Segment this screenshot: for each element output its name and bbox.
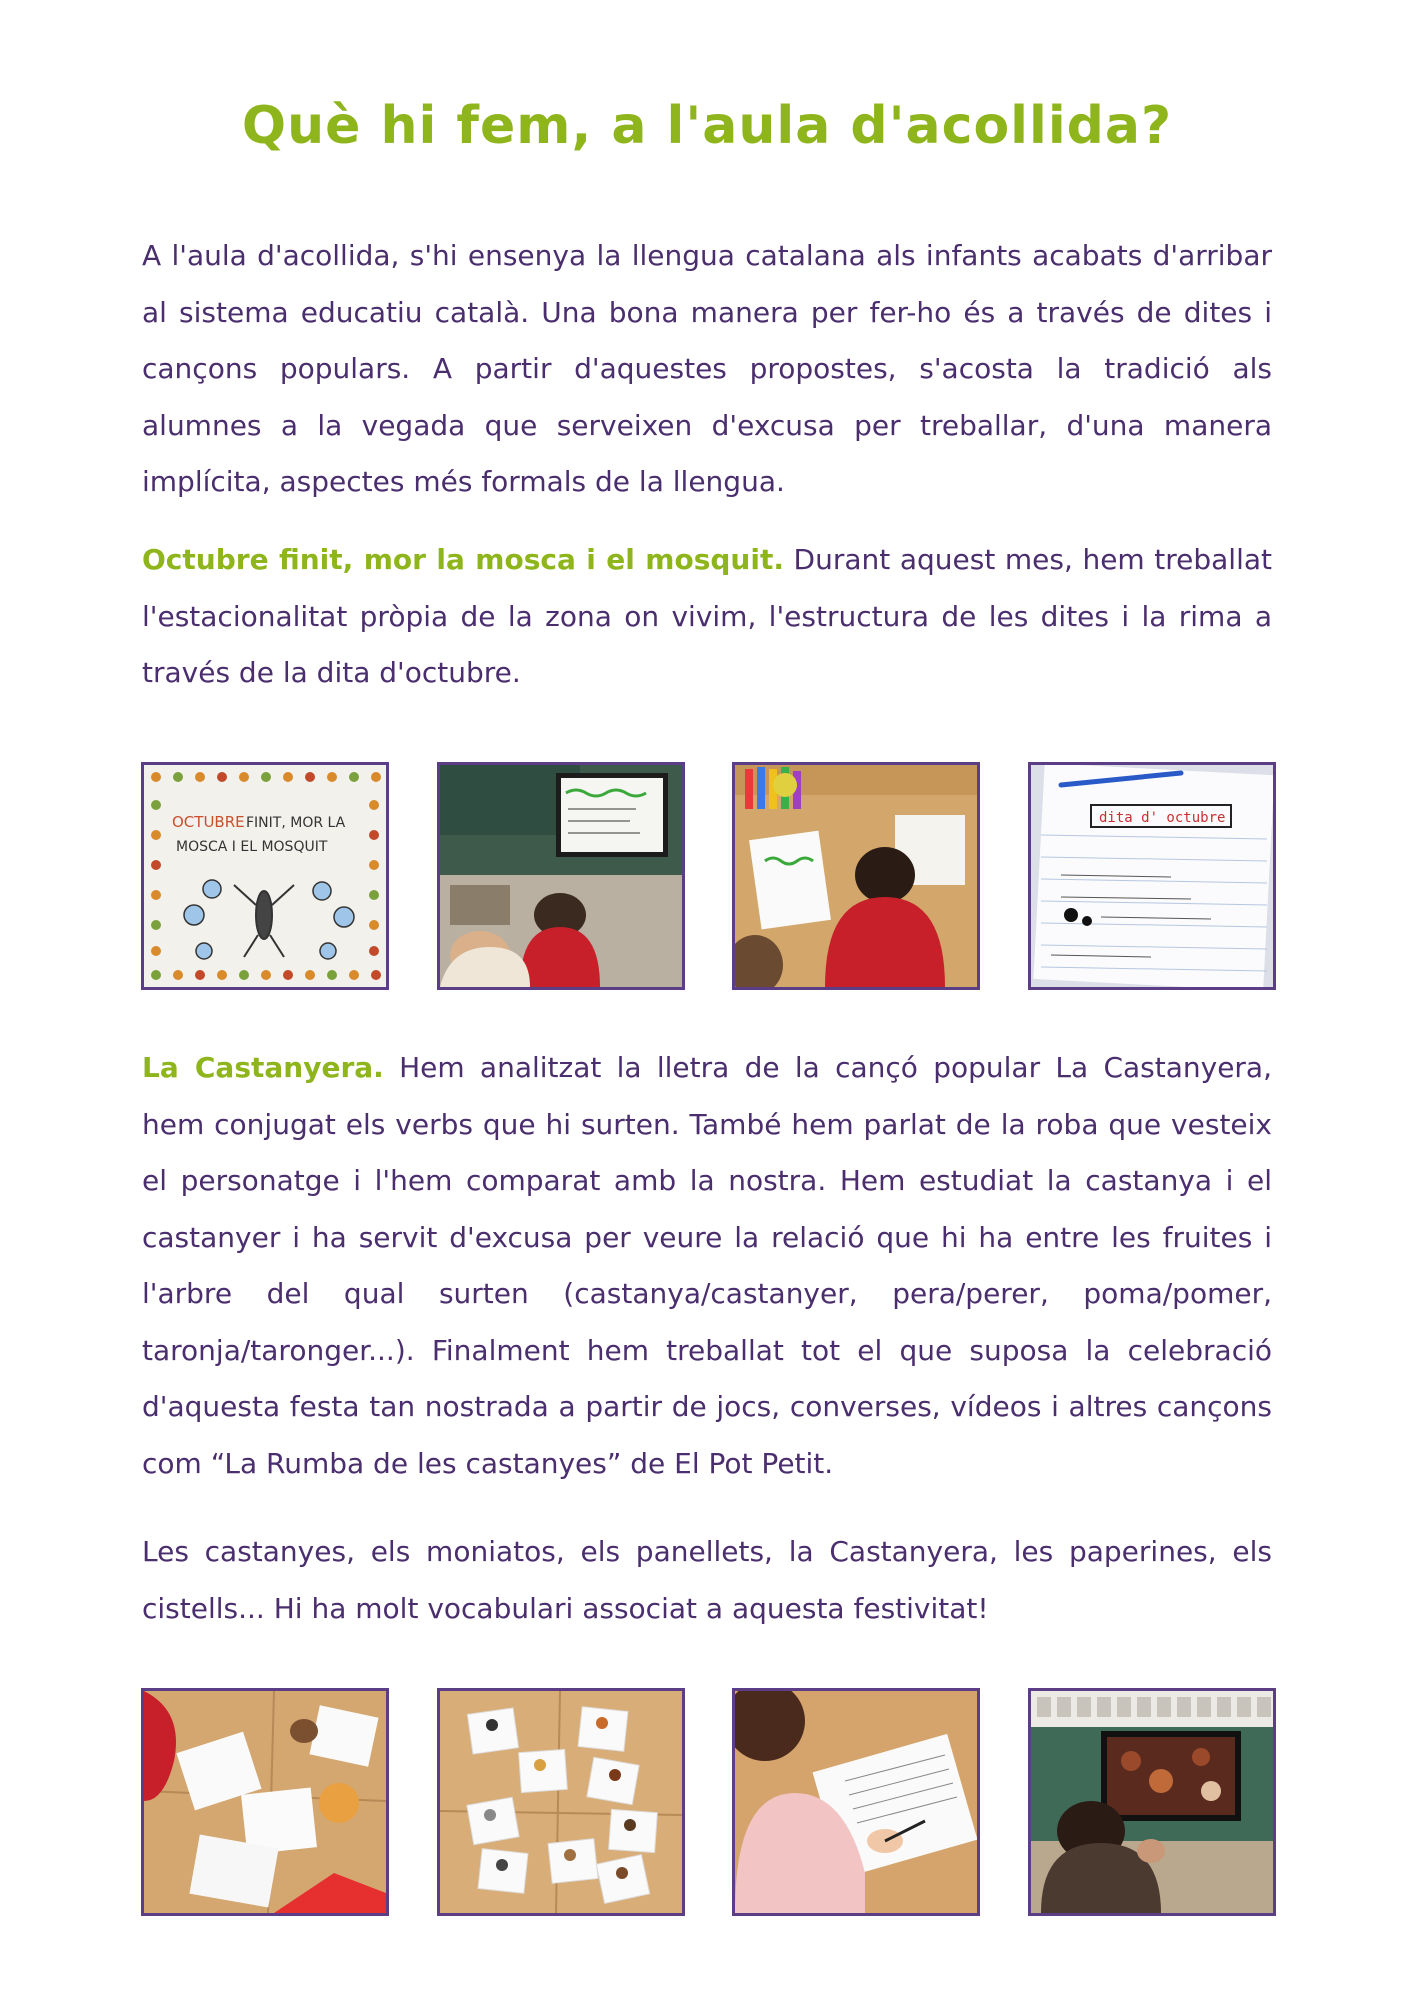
photo-worksheet xyxy=(1028,762,1276,990)
photo-vocabulary-cards xyxy=(437,1688,685,1916)
poster-word: OCTUBRE xyxy=(172,813,245,831)
photo-desk-activity xyxy=(141,1688,389,1916)
intro-paragraph: A l'aula d'acollida, s'hi ensenya la llengua catalana als infants acabats d'arribar al sistema educatiu català. Una bona manera per fer-ho és a través de dites i cançons populars. A partir d'aquestes propostes, s'acosta la tradició als alumnes a la vegada que serveixen d'excusa per treballar, d'una manera implícita, aspectes més formals de la llengua. xyxy=(142,239,1272,498)
photo-student-writing xyxy=(732,762,980,990)
castanyera-text: Hem analitzat la lletra de la cançó popular La Castanyera, hem conjugat els verbs que hi surten. També hem parlat de la roba que vesteix el personatge i l'hem comparat amb la nostra. Hem estudiat la castanya i el castanyer i ha servit d'excusa per veure la relació que hi ha entre les fruites i l'arbre del qual surten (castanya/castanyer, pera/perer, poma/pomer, taronja/taronger...). Finalment hem treballat tot el que suposa la celebració d'aquesta festa tan nostrada a partir de jocs, converses, vídeos i altres cançons com “La Rumba de les castanyes” de El Pot Petit. xyxy=(142,1051,1272,1480)
photo-classroom-screen xyxy=(437,762,685,990)
castanyera-paragraph xyxy=(142,1040,1272,1492)
worksheet-title: dita d' octubre xyxy=(1098,810,1226,826)
photo-row-castanyera xyxy=(141,1688,1276,1916)
october-highlight: Octubre finit, mor la mosca i el mosquit. xyxy=(142,543,784,576)
photo-video-screen xyxy=(1028,1688,1276,1916)
photo-student-worksheet xyxy=(732,1688,980,1916)
october-paragraph xyxy=(142,532,1272,702)
poster-line-1: FINIT, MOR LA xyxy=(246,815,346,831)
photo-row-october xyxy=(141,762,1276,990)
page-title: Què hi fem, a l'aula d'acollida? xyxy=(241,96,1173,156)
castanyera-highlight: La Castanyera. xyxy=(142,1051,384,1084)
photo-poster-mosquit xyxy=(141,762,389,990)
vocabulary-paragraph: Les castanyes, els moniatos, els panellets, la Castanyera, les paperines, els cistells... Hi ha molt vocabulari associat a aquesta festivitat! xyxy=(142,1535,1272,1625)
october-text: Durant aquest mes, hem treballat l'estacionalitat pròpia de la zona on vivim, l'estructura de les dites i la rima a través de la dita d'octubre. xyxy=(142,543,1273,689)
poster-line-2: MOSCA I EL MOSQUIT xyxy=(176,839,328,855)
